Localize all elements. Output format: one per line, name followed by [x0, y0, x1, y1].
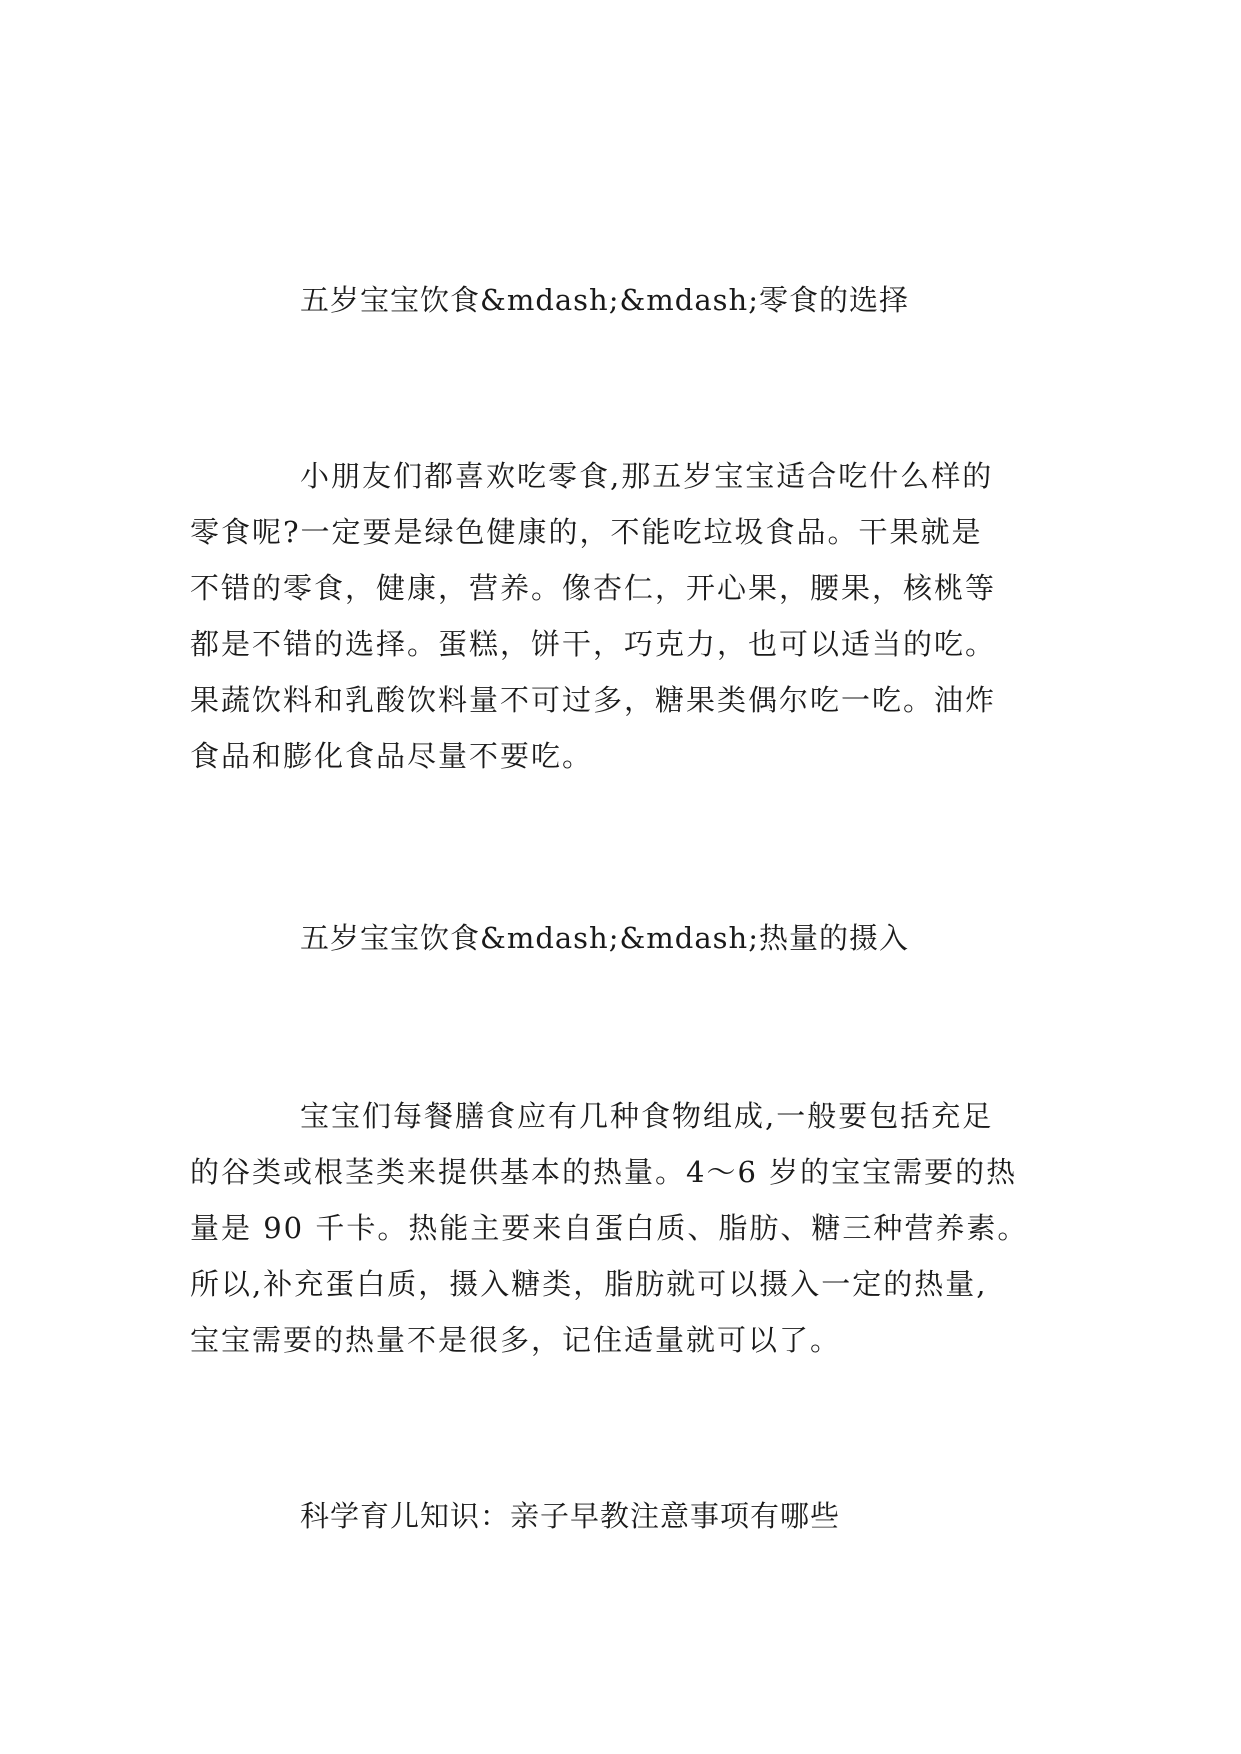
paragraph-line: 小朋友们都喜欢吃零食,那五岁宝宝适合吃什么样的 [300, 459, 994, 493]
section-paragraph-calories [190, 1088, 1070, 1368]
section-heading-snacks: 五岁宝宝饮食&mdash;&mdash;零食的选择 [300, 283, 909, 317]
paragraph-line: 不错的零食，健康，营养。像杏仁，开心果，腰果，核桃等 [190, 571, 997, 605]
section-paragraph-snacks [190, 448, 1070, 784]
paragraph-line: 量是 90 千卡。热能主要来自蛋白质、脂肪、糖三种营养素。 [190, 1211, 1029, 1245]
paragraph-line: 所以,补充蛋白质，摄入糖类，脂肪就可以摄入一定的热量, [190, 1267, 988, 1301]
paragraph-line: 都是不错的选择。蛋糕，饼干，巧克力，也可以适当的吃。 [190, 627, 997, 661]
section-heading-calories: 五岁宝宝饮食&mdash;&mdash;热量的摄入 [300, 921, 909, 955]
paragraph-line: 食品和膨化食品尽量不要吃。 [190, 739, 594, 773]
paragraph-line: 零食呢?一定要是绿色健康的，不能吃垃圾食品。干果就是 [190, 515, 983, 549]
paragraph-line: 宝宝需要的热量不是很多，记住适量就可以了。 [190, 1323, 842, 1357]
paragraph-line: 的谷类或根茎类来提供基本的热量。4～6 岁的宝宝需要的热 [190, 1155, 1018, 1189]
section-heading-early-education: 科学育儿知识：亲子早教注意事项有哪些 [300, 1499, 841, 1533]
paragraph-line: 果蔬饮料和乳酸饮料量不可过多，糖果类偶尔吃一吃。油炸 [190, 683, 997, 717]
paragraph-line: 宝宝们每餐膳食应有几种食物组成,一般要包括充足 [300, 1099, 994, 1133]
